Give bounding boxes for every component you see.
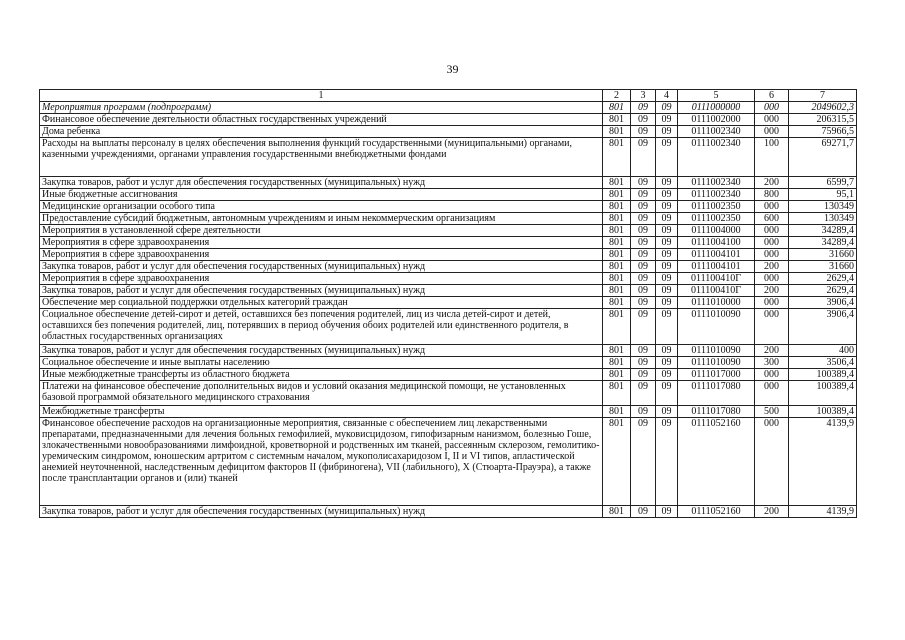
- amount-cell: 95,1: [789, 189, 857, 201]
- ministry-code-cell: 801: [603, 114, 631, 126]
- target-article-cell: 0111002340: [678, 138, 755, 177]
- target-article-cell: 0111002340: [678, 189, 755, 201]
- row-name-cell: Мероприятия в сфере здравоохранения: [40, 249, 603, 261]
- row-name-cell: Дома ребенка: [40, 126, 603, 138]
- expense-type-cell: 000: [755, 309, 789, 345]
- subsection-code-cell: 09: [656, 237, 678, 249]
- column-header-3: 3: [631, 90, 656, 102]
- section-code-cell: 09: [631, 381, 656, 406]
- column-header-1: 1: [40, 90, 603, 102]
- row-name-cell: Социальное обеспечение и иные выплаты населению: [40, 357, 603, 369]
- table-row: [40, 261, 857, 273]
- subsection-code-cell: 09: [656, 418, 678, 506]
- amount-cell: 31660: [789, 261, 857, 273]
- table-row: [40, 126, 857, 138]
- row-name-cell: Мероприятия программ (подпрограмм): [40, 102, 603, 114]
- ministry-code-cell: 801: [603, 345, 631, 357]
- table-row: [40, 189, 857, 201]
- column-header-5: 5: [678, 90, 755, 102]
- amount-cell: 206315,5: [789, 114, 857, 126]
- row-name-cell: Предоставление субсидий бюджетным, автономным учреждениям и иным некоммерческим организациям: [40, 213, 603, 225]
- amount-cell: 3906,4: [789, 297, 857, 309]
- row-name-cell: Мероприятия в установленной сфере деятельности: [40, 225, 603, 237]
- row-name-cell: Платежи на финансовое обеспечение дополнительных видов и условий оказания медицинской помощи, не установленных базовой программой обязательного медицинского страхования: [40, 381, 603, 406]
- ministry-code-cell: 801: [603, 249, 631, 261]
- target-article-cell: 0111004000: [678, 225, 755, 237]
- table-row: [40, 369, 857, 381]
- target-article-cell: 0111010090: [678, 309, 755, 345]
- ministry-code-cell: 801: [603, 406, 631, 418]
- section-code-cell: 09: [631, 189, 656, 201]
- amount-cell: 75966,5: [789, 126, 857, 138]
- row-name-cell: Финансовое обеспечение деятельности областных государственных учреждений: [40, 114, 603, 126]
- ministry-code-cell: 801: [603, 369, 631, 381]
- expense-type-cell: 100: [755, 138, 789, 177]
- amount-cell: 100389,4: [789, 381, 857, 406]
- ministry-code-cell: 801: [603, 225, 631, 237]
- column-header-2: 2: [603, 90, 631, 102]
- ministry-code-cell: 801: [603, 102, 631, 114]
- subsection-code-cell: 09: [656, 345, 678, 357]
- ministry-code-cell: 801: [603, 309, 631, 345]
- table-row: [40, 406, 857, 418]
- subsection-code-cell: 09: [656, 273, 678, 285]
- section-code-cell: 09: [631, 273, 656, 285]
- ministry-code-cell: 801: [603, 237, 631, 249]
- table-row: [40, 114, 857, 126]
- section-code-cell: 09: [631, 126, 656, 138]
- expense-type-cell: 000: [755, 249, 789, 261]
- subsection-code-cell: 09: [656, 357, 678, 369]
- expense-type-cell: 200: [755, 345, 789, 357]
- amount-cell: 400: [789, 345, 857, 357]
- table-row: [40, 201, 857, 213]
- budget-table: [39, 89, 857, 518]
- row-name-cell: Межбюджетные трансферты: [40, 406, 603, 418]
- expense-type-cell: 000: [755, 102, 789, 114]
- table-row: [40, 297, 857, 309]
- subsection-code-cell: 09: [656, 126, 678, 138]
- ministry-code-cell: 801: [603, 138, 631, 177]
- target-article-cell: 011100410Г: [678, 273, 755, 285]
- section-code-cell: 09: [631, 225, 656, 237]
- table-body: [40, 102, 857, 518]
- subsection-code-cell: 09: [656, 225, 678, 237]
- target-article-cell: 0111002350: [678, 213, 755, 225]
- table-row: [40, 345, 857, 357]
- expense-type-cell: 600: [755, 213, 789, 225]
- section-code-cell: 09: [631, 506, 656, 518]
- table-row: [40, 381, 857, 406]
- row-name-cell: Иные межбюджетные трансферты из областного бюджета: [40, 369, 603, 381]
- target-article-cell: 0111002000: [678, 114, 755, 126]
- ministry-code-cell: 801: [603, 273, 631, 285]
- row-name-cell: Социальное обеспечение детей-сирот и детей, оставшихся без попечения родителей, лиц из числа детей-сирот и детей, оставшихся без попечения родителей, лиц, потерявших в период обучения обоих родителей или единственного родителя, в областных государственных организациях: [40, 309, 603, 345]
- section-code-cell: 09: [631, 138, 656, 177]
- row-name-cell: Иные бюджетные ассигнования: [40, 189, 603, 201]
- expense-type-cell: 000: [755, 225, 789, 237]
- ministry-code-cell: 801: [603, 201, 631, 213]
- expense-type-cell: 000: [755, 126, 789, 138]
- amount-cell: 4139,9: [789, 418, 857, 506]
- target-article-cell: 0111004100: [678, 237, 755, 249]
- section-code-cell: 09: [631, 285, 656, 297]
- expense-type-cell: 000: [755, 369, 789, 381]
- subsection-code-cell: 09: [656, 189, 678, 201]
- row-name-cell: Расходы на выплаты персоналу в целях обеспечения выполнения функций государственными (муниципальными) органами, казенными учреждениями, органами управления государственными внебюджетными фондами: [40, 138, 603, 177]
- subsection-code-cell: 09: [656, 177, 678, 189]
- ministry-code-cell: 801: [603, 213, 631, 225]
- expense-type-cell: 000: [755, 418, 789, 506]
- table-row: [40, 309, 857, 345]
- target-article-cell: 0111010090: [678, 345, 755, 357]
- expense-type-cell: 200: [755, 506, 789, 518]
- expense-type-cell: 000: [755, 237, 789, 249]
- row-name-cell: Мероприятия в сфере здравоохранения: [40, 237, 603, 249]
- ministry-code-cell: 801: [603, 126, 631, 138]
- target-article-cell: 0111000000: [678, 102, 755, 114]
- section-code-cell: 09: [631, 102, 656, 114]
- table-row: [40, 138, 857, 177]
- row-name-cell: Закупка товаров, работ и услуг для обеспечения государственных (муниципальных) нужд: [40, 177, 603, 189]
- row-name-cell: Финансовое обеспечение расходов на организационные мероприятия, связанные с обеспечением лиц лекарственными препаратами, предназначенными для лечения больных гемофилией, муковисцидозом, гипофизарным нанизмом, болезнью Гоше, злокачественными новообразованиями лимфоидной, кроветворной и родственных им тканей, рассеянным склерозом, гемолитико-уремическим синдромом, юношеским артритом с системным началом, мукополисахаридозом I, II и VI типов, апластической анемией неуточненной, наследственным дефицитом факторов II (фибриногена), VII (лабильного), X (Стюарта-Прауэра), а также после трансплантации органов и (или) тканей: [40, 418, 603, 506]
- table-row: [40, 285, 857, 297]
- target-article-cell: 0111017000: [678, 369, 755, 381]
- subsection-code-cell: 09: [656, 297, 678, 309]
- section-code-cell: 09: [631, 418, 656, 506]
- expense-type-cell: 000: [755, 273, 789, 285]
- amount-cell: 2629,4: [789, 273, 857, 285]
- amount-cell: 69271,7: [789, 138, 857, 177]
- ministry-code-cell: 801: [603, 297, 631, 309]
- amount-cell: 130349: [789, 201, 857, 213]
- amount-cell: 3906,4: [789, 309, 857, 345]
- target-article-cell: 0111017080: [678, 406, 755, 418]
- target-article-cell: 0111052160: [678, 506, 755, 518]
- row-name-cell: Мероприятия в сфере здравоохранения: [40, 273, 603, 285]
- amount-cell: 6599,7: [789, 177, 857, 189]
- amount-cell: 2629,4: [789, 285, 857, 297]
- column-header-4: 4: [656, 90, 678, 102]
- target-article-cell: 011100410Г: [678, 285, 755, 297]
- row-name-cell: Закупка товаров, работ и услуг для обеспечения государственных (муниципальных) нужд: [40, 261, 603, 273]
- subsection-code-cell: 09: [656, 201, 678, 213]
- expense-type-cell: 000: [755, 381, 789, 406]
- table-row: [40, 249, 857, 261]
- row-name-cell: Медицинские организации особого типа: [40, 201, 603, 213]
- target-article-cell: 0111004101: [678, 249, 755, 261]
- section-code-cell: 09: [631, 309, 656, 345]
- section-code-cell: 09: [631, 201, 656, 213]
- target-article-cell: 0111004101: [678, 261, 755, 273]
- amount-cell: 34289,4: [789, 225, 857, 237]
- expense-type-cell: 200: [755, 261, 789, 273]
- amount-cell: 34289,4: [789, 237, 857, 249]
- row-name-cell: Закупка товаров, работ и услуг для обеспечения государственных (муниципальных) нужд: [40, 506, 603, 518]
- column-header-7: 7: [789, 90, 857, 102]
- amount-cell: 130349: [789, 213, 857, 225]
- target-article-cell: 0111010090: [678, 357, 755, 369]
- ministry-code-cell: 801: [603, 177, 631, 189]
- table-row: [40, 506, 857, 518]
- target-article-cell: 0111002340: [678, 126, 755, 138]
- expense-type-cell: 000: [755, 114, 789, 126]
- table-header-row: [40, 90, 857, 102]
- target-article-cell: 0111002340: [678, 177, 755, 189]
- section-code-cell: 09: [631, 213, 656, 225]
- expense-type-cell: 000: [755, 297, 789, 309]
- amount-cell: 31660: [789, 249, 857, 261]
- row-name-cell: Закупка товаров, работ и услуг для обеспечения государственных (муниципальных) нужд: [40, 345, 603, 357]
- section-code-cell: 09: [631, 261, 656, 273]
- amount-cell: 100389,4: [789, 369, 857, 381]
- column-header-6: 6: [755, 90, 789, 102]
- section-code-cell: 09: [631, 297, 656, 309]
- expense-type-cell: 200: [755, 177, 789, 189]
- subsection-code-cell: 09: [656, 102, 678, 114]
- amount-cell: 100389,4: [789, 406, 857, 418]
- section-code-cell: 09: [631, 345, 656, 357]
- subsection-code-cell: 09: [656, 138, 678, 177]
- row-name-cell: Обеспечение мер социальной поддержки отдельных категорий граждан: [40, 297, 603, 309]
- section-code-cell: 09: [631, 249, 656, 261]
- table-row: [40, 357, 857, 369]
- ministry-code-cell: 801: [603, 189, 631, 201]
- subsection-code-cell: 09: [656, 213, 678, 225]
- ministry-code-cell: 801: [603, 261, 631, 273]
- subsection-code-cell: 09: [656, 114, 678, 126]
- ministry-code-cell: 801: [603, 506, 631, 518]
- table-row: [40, 213, 857, 225]
- expense-type-cell: 300: [755, 357, 789, 369]
- ministry-code-cell: 801: [603, 418, 631, 506]
- subsection-code-cell: 09: [656, 285, 678, 297]
- table-row: [40, 177, 857, 189]
- page-number: 39: [446, 62, 459, 76]
- table-row: [40, 102, 857, 114]
- subsection-code-cell: 09: [656, 381, 678, 406]
- subsection-code-cell: 09: [656, 309, 678, 345]
- target-article-cell: 0111017080: [678, 381, 755, 406]
- target-article-cell: 0111002350: [678, 201, 755, 213]
- section-code-cell: 09: [631, 237, 656, 249]
- expense-type-cell: 000: [755, 201, 789, 213]
- subsection-code-cell: 09: [656, 249, 678, 261]
- target-article-cell: 0111052160: [678, 418, 755, 506]
- ministry-code-cell: 801: [603, 381, 631, 406]
- section-code-cell: 09: [631, 369, 656, 381]
- ministry-code-cell: 801: [603, 285, 631, 297]
- ministry-code-cell: 801: [603, 357, 631, 369]
- section-code-cell: 09: [631, 114, 656, 126]
- amount-cell: 4139,9: [789, 506, 857, 518]
- table-row: [40, 237, 857, 249]
- amount-cell: 2049602,3: [789, 102, 857, 114]
- amount-cell: 3506,4: [789, 357, 857, 369]
- section-code-cell: 09: [631, 357, 656, 369]
- expense-type-cell: 800: [755, 189, 789, 201]
- subsection-code-cell: 09: [656, 506, 678, 518]
- table-row: [40, 418, 857, 506]
- subsection-code-cell: 09: [656, 261, 678, 273]
- expense-type-cell: 500: [755, 406, 789, 418]
- subsection-code-cell: 09: [656, 369, 678, 381]
- row-name-cell: Закупка товаров, работ и услуг для обеспечения государственных (муниципальных) нужд: [40, 285, 603, 297]
- expense-type-cell: 200: [755, 285, 789, 297]
- section-code-cell: 09: [631, 177, 656, 189]
- table-row: [40, 273, 857, 285]
- table-row: [40, 225, 857, 237]
- target-article-cell: 0111010000: [678, 297, 755, 309]
- subsection-code-cell: 09: [656, 406, 678, 418]
- section-code-cell: 09: [631, 406, 656, 418]
